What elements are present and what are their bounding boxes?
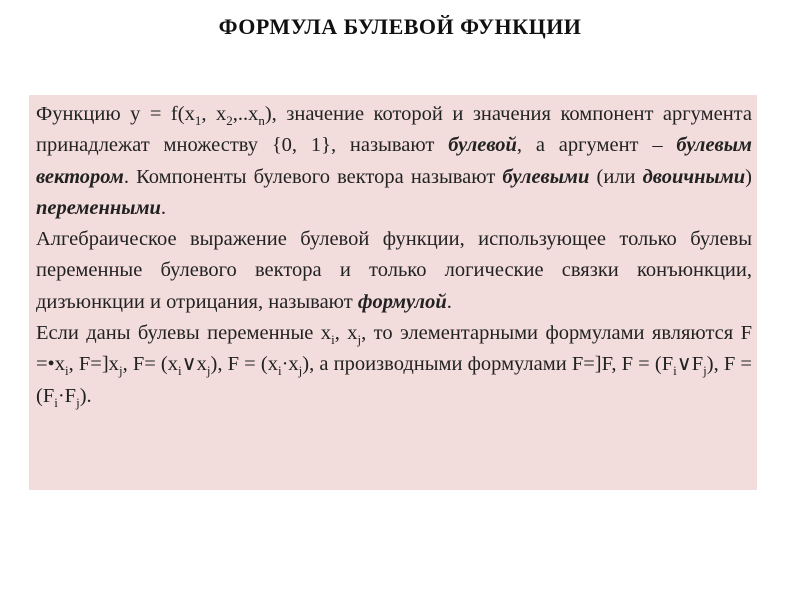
text-run: , x [334,322,358,345]
text-run: . [446,290,452,313]
text-run: , F=]x [68,353,119,376]
term-formula: формулой [357,290,447,313]
text-run: ), а производными формулами F=]F, F = (F [302,353,674,376]
text-run: ∨F [676,353,704,376]
term-boolean-plural: булевыми [502,165,590,188]
text-run: , F= (x [122,353,179,376]
text-run: ·x [281,353,299,376]
text-run: (или [589,165,643,188]
subscript: i [277,363,282,379]
slide-title: ФОРМУЛА БУЛЕВОЙ ФУНКЦИИ [218,14,582,39]
subscript: n [258,113,265,128]
text-run: ·F [57,384,77,407]
subscript: 1 [194,113,202,128]
paragraph-formula-definition [36,224,752,318]
term-boolean-vector: булевым вектором [36,134,752,188]
subscript: i [673,363,677,379]
term-variables: переменными [36,196,161,219]
text-run: , то элементарными формулами являются F =•x [36,322,753,376]
subscript: i [178,363,182,379]
text-run: ,..x [232,103,259,125]
definition-panel [29,95,757,490]
subscript: j [703,363,707,379]
text-run: ), значение которой и значения компонент аргумента принадлежат множеству {0, 1}, называют [36,103,752,157]
subscript: i [331,332,335,348]
subscript: 2 [226,113,233,128]
text-run: Алгебраическое выражение булевой функции, использующее только булевы переменные булевого вектора и только логические связки конъюнкции, дизъюнкции и отрицания, называют [36,228,752,313]
subscript: j [298,363,303,379]
paragraph-elementary-formulas [36,318,752,412]
term-boolean: булевой [448,134,517,157]
text-run: . Компоненты булевого вектора называют [123,165,503,188]
text-run: . [160,196,167,219]
text-run: ), F = (x [210,353,278,376]
subscript: j [76,394,80,410]
subscript: i [65,363,69,379]
text-run: ) [745,165,752,188]
subscript: j [118,363,123,379]
text-run: , x [201,103,227,125]
text-run: Функцию у = f(x [36,103,195,125]
paragraph-boolean-function [36,99,752,224]
term-binary: двоичными [642,165,746,188]
subscript: j [206,363,211,379]
text-run: Если даны булевы переменные x [36,322,332,345]
definition-text [36,99,752,412]
subscript: j [357,332,362,348]
text-run: ), F = (F [36,353,752,407]
text-run: ∨x [181,353,207,376]
subscript: i [54,394,58,410]
text-run: ). [79,384,92,407]
text-run: , а аргумент – [516,134,677,157]
